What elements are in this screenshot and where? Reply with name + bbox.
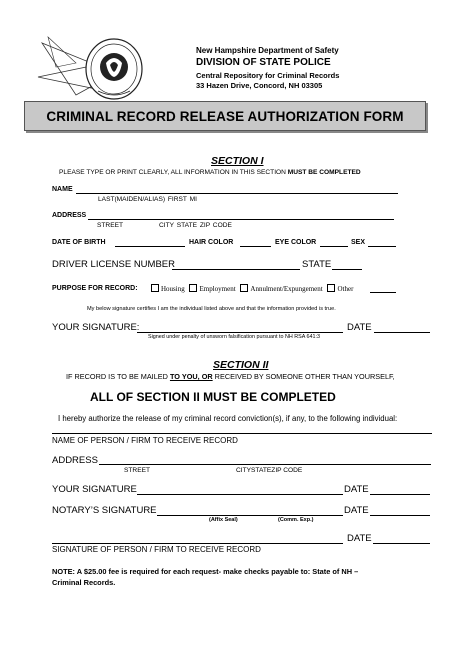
authorize-statement: I hereby authorize the release of my criminal record conviction(s), if any, to the following individual: bbox=[58, 414, 398, 423]
name-field[interactable] bbox=[76, 193, 398, 194]
dl-state-field[interactable] bbox=[332, 269, 362, 270]
driver-license-field[interactable] bbox=[172, 269, 300, 270]
division-name: DIVISION OF STATE POLICE bbox=[196, 57, 331, 68]
section-2-must-complete: ALL OF SECTION II MUST BE COMPLETED bbox=[90, 390, 336, 404]
section-1-heading: SECTION I bbox=[211, 155, 264, 167]
employment-option-label: Employment bbox=[199, 285, 236, 293]
driver-license-label: DRIVER LICENSE NUMBER bbox=[52, 259, 175, 270]
dl-state-label: STATE bbox=[302, 259, 332, 270]
sex-label: SEX bbox=[351, 239, 366, 246]
name-label: NAME bbox=[52, 186, 73, 193]
name-sublabel: LAST(MAIDEN/ALIAS) FIRST MI bbox=[98, 196, 197, 203]
annulment-checkbox[interactable] bbox=[240, 284, 248, 292]
other-checkbox[interactable] bbox=[327, 284, 335, 292]
your-signature-label: YOUR SIGNATURE: bbox=[52, 322, 140, 333]
recipient-address-sublabel-city-state-zip: CITYSTATEZIP CODE bbox=[236, 467, 303, 474]
certify-statement: My below signature certifies I am the individual listed above and that the information provided is true. bbox=[87, 306, 336, 312]
recipient-signature-field[interactable] bbox=[52, 543, 343, 544]
section-2-date-field[interactable] bbox=[370, 494, 430, 495]
commission-expiry-note: (Comm. Exp.) bbox=[278, 517, 314, 523]
mail-instruction: IF RECORD IS TO BE MAILED TO YOU, OR RECEIVED BY SOMEONE OTHER THAN YOURSELF, bbox=[66, 372, 395, 381]
recipient-date-field[interactable] bbox=[373, 543, 430, 544]
purpose-label: PURPOSE FOR RECORD: bbox=[52, 285, 138, 292]
notary-date-label: DATE bbox=[344, 505, 369, 516]
section-2-your-signature-label: YOUR SIGNATURE bbox=[52, 484, 137, 495]
repository-name: Central Repository for Criminal Records bbox=[196, 71, 340, 80]
fee-note-line-2: Criminal Records. bbox=[52, 578, 116, 587]
state-police-badge-logo bbox=[36, 33, 156, 103]
annulment-option-label: Annulment/Expungement bbox=[250, 285, 323, 293]
other-purpose-field[interactable] bbox=[370, 292, 396, 293]
hair-color-field[interactable] bbox=[240, 246, 271, 247]
form-title: CRIMINAL RECORD RELEASE AUTHORIZATION FORM bbox=[46, 108, 404, 124]
signature-date-field[interactable] bbox=[374, 332, 430, 333]
fee-note-line-1: NOTE: A $25.00 fee is required for each request- make checks payable to: State of NH – bbox=[52, 567, 359, 576]
other-option-label: Other bbox=[337, 285, 354, 293]
notary-date-field[interactable] bbox=[370, 515, 430, 516]
recipient-name-label: NAME OF PERSON / FIRM TO RECEIVE RECORD bbox=[52, 436, 238, 445]
section-2-your-signature-field[interactable] bbox=[137, 494, 343, 495]
recipient-address-label: ADDRESS bbox=[52, 455, 98, 466]
address-label: ADDRESS bbox=[52, 212, 87, 219]
affix-seal-note: (Affix Seal) bbox=[209, 517, 238, 523]
signature-date-label: DATE bbox=[347, 322, 372, 333]
department-name: New Hampshire Department of Safety bbox=[196, 46, 339, 55]
recipient-name-field[interactable] bbox=[52, 433, 432, 434]
sex-field[interactable] bbox=[368, 246, 396, 247]
recipient-signature-label: SIGNATURE OF PERSON / FIRM TO RECEIVE RECORD bbox=[52, 545, 261, 554]
your-signature-field[interactable] bbox=[137, 332, 343, 333]
housing-checkbox[interactable] bbox=[151, 284, 159, 292]
eye-color-label: EYE COLOR bbox=[275, 239, 317, 246]
section-1-instruction: PLEASE TYPE OR PRINT CLEARLY, ALL INFORMATION IN THIS SECTION MUST BE COMPLETED bbox=[59, 169, 361, 176]
address-sublabel-city-state-zip: CITY STATE ZIP CODE bbox=[159, 222, 232, 229]
eye-color-field[interactable] bbox=[320, 246, 348, 247]
date-of-birth-field[interactable] bbox=[115, 246, 185, 247]
notary-signature-label: NOTARY’S SIGNATURE bbox=[52, 505, 157, 516]
address-sublabel-street: STREET bbox=[97, 222, 124, 229]
recipient-address-sublabel-street: STREET bbox=[124, 467, 151, 474]
recipient-date-label: DATE bbox=[347, 533, 372, 544]
section-2-heading: SECTION II bbox=[213, 359, 269, 371]
notary-signature-field[interactable] bbox=[157, 515, 343, 516]
housing-option-label: Housing bbox=[161, 285, 185, 293]
hair-color-label: HAIR COLOR bbox=[189, 239, 234, 246]
address-field[interactable] bbox=[88, 219, 394, 220]
form-title-bar bbox=[24, 101, 426, 131]
department-address: 33 Hazen Drive, Concord, NH 03305 bbox=[196, 81, 323, 90]
penalty-statement: Signed under penalty of unsworn falsification pursuant to NH RSA 641:3 bbox=[148, 334, 321, 340]
section-2-date-label: DATE bbox=[344, 484, 369, 495]
recipient-address-field[interactable] bbox=[99, 464, 431, 465]
date-of-birth-label: DATE OF BIRTH bbox=[52, 239, 106, 246]
employment-checkbox[interactable] bbox=[189, 284, 197, 292]
purpose-options bbox=[148, 284, 353, 293]
